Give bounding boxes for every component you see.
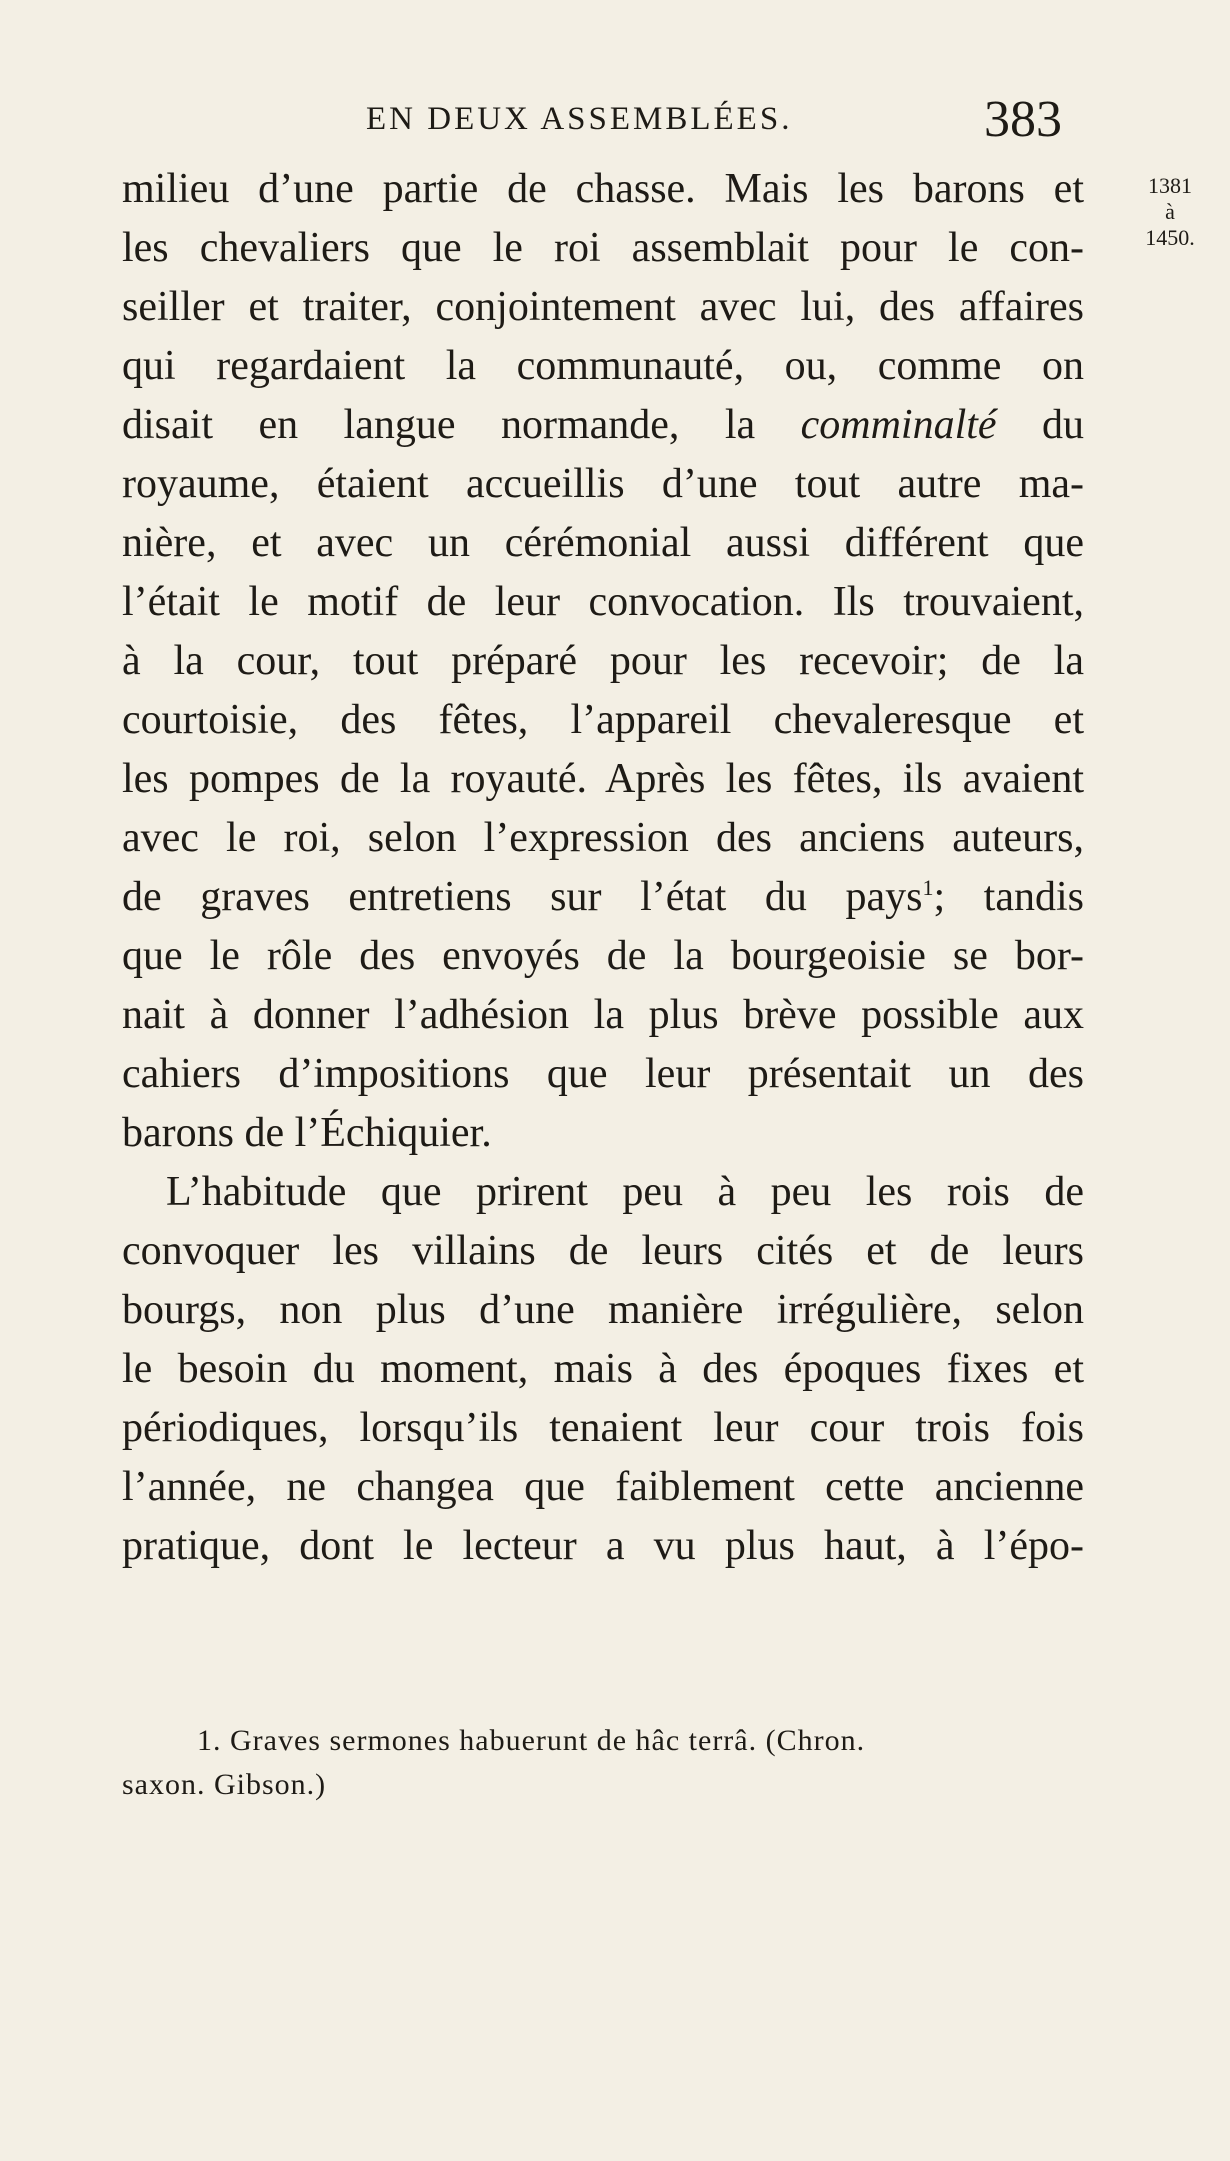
text-line (122, 868, 1084, 927)
text-segment: du (996, 402, 1084, 448)
text-line: le besoin du moment, mais à des époques fixes et (122, 1346, 1084, 1392)
text-line: les pompes de la royauté. Après les fêtes, ils avaient (122, 756, 1084, 802)
page-number: 383 (984, 91, 1062, 148)
margin-year-end: 1450. (1145, 225, 1195, 250)
text-line: les chevaliers que le roi assemblait pour le con- (122, 225, 1084, 271)
footnote (122, 1719, 1084, 1807)
text-line: cahiers d’impositions que leur présentait un des (122, 1051, 1084, 1097)
text-line: à la cour, tout préparé pour les recevoir; de la (122, 638, 1084, 684)
text-line (122, 396, 1084, 455)
text-line: que le rôle des envoyés de la bourgeoisie se bor- (122, 933, 1084, 979)
text-segment: ; tandis (933, 874, 1084, 920)
text-line: périodiques, lorsqu’ils tenaient leur cour trois fois (122, 1405, 1084, 1451)
text-line: l’était le motif de leur convocation. Ils trouvaient, (122, 579, 1084, 625)
text-line: qui regardaient la communauté, ou, comme on (122, 343, 1084, 389)
footnote-line: 1. Graves sermones habuerunt de hâc terrâ. (Chron. (197, 1724, 866, 1757)
body-text (122, 160, 1084, 1576)
footnote-reference[interactable]: 1 (922, 875, 934, 900)
text-segment: de graves entretiens sur l’état du pays (122, 874, 923, 920)
text-line: convoquer les villains de leurs cités et de leurs (122, 1228, 1084, 1274)
text-line: milieu d’une partie de chasse. Mais les barons et (122, 166, 1084, 212)
running-title: EN DEUX ASSEMBLÉES. (366, 101, 793, 137)
text-line: pratique, dont le lecteur a vu plus haut, à l’épo- (122, 1523, 1084, 1569)
margin-separator: à (1165, 199, 1175, 224)
text-line: bourgs, non plus d’une manière irrégulière, selon (122, 1287, 1084, 1333)
text-segment: disait en langue normande, la (122, 402, 801, 448)
margin-date-range (1122, 173, 1218, 251)
text-line: l’année, ne changea que faiblement cette ancienne (122, 1464, 1084, 1510)
text-line: seiller et traiter, conjointement avec lui, des affaires (122, 284, 1084, 330)
text-line: nait à donner l’adhésion la plus brève possible aux (122, 992, 1084, 1038)
text-line: royaume, étaient accueillis d’une tout autre ma- (122, 461, 1084, 507)
text-line: nière, et avec un cérémonial aussi différent que (122, 520, 1084, 566)
text-line: courtoisie, des fêtes, l’appareil chevaleresque et (122, 697, 1084, 743)
text-line: barons de l’Échiquier. (122, 1110, 492, 1156)
text-line: L’habitude que prirent peu à peu les rois de (166, 1169, 1084, 1215)
footnote-line: saxon. Gibson.) (122, 1768, 327, 1801)
italic-term: comminalté (800, 402, 997, 448)
text-line: avec le roi, selon l’expression des anciens auteurs, (122, 815, 1084, 861)
margin-year-start: 1381 (1148, 173, 1192, 198)
